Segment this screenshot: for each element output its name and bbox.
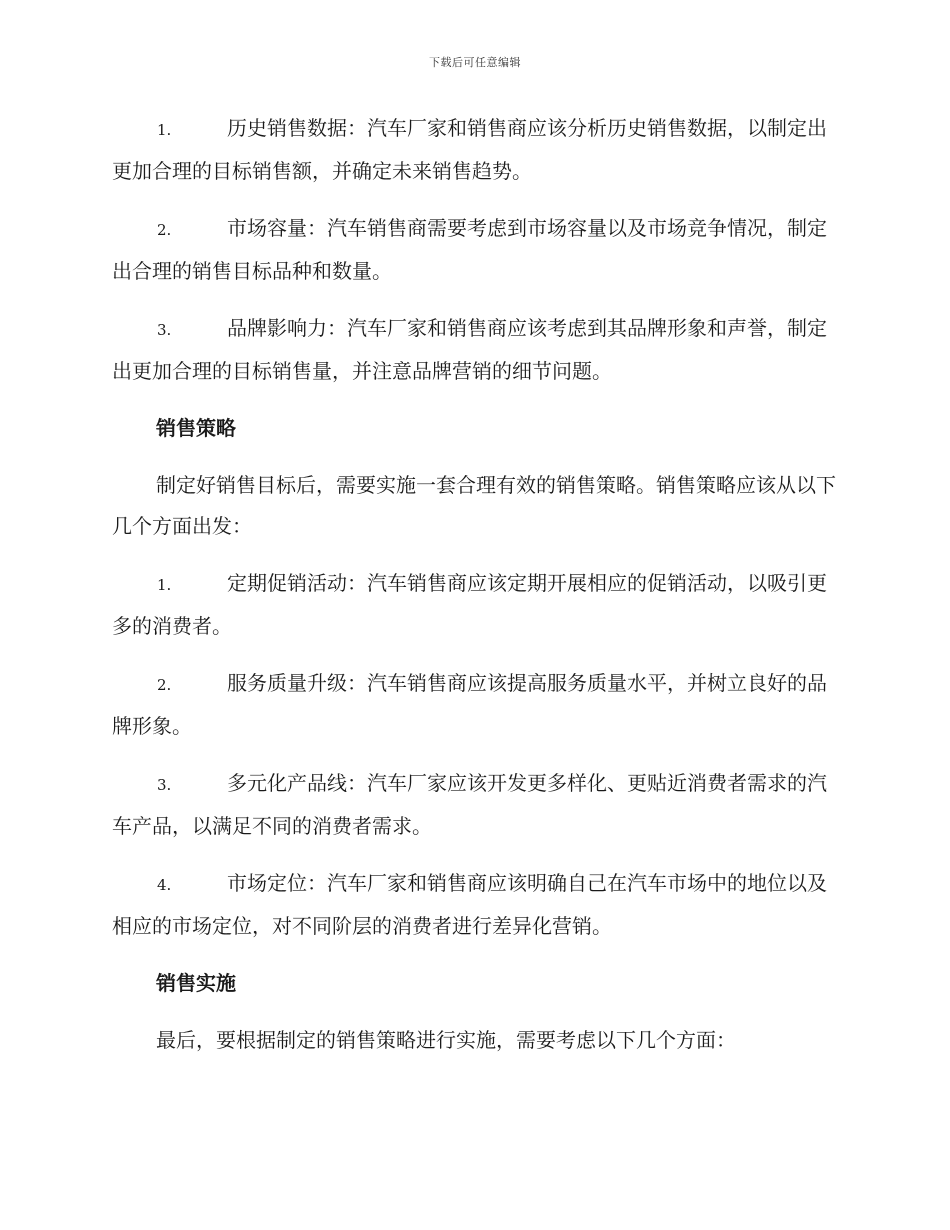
list-item-text: 服务质量升级：汽车销售商应该提高服务质量水平，并树立良好的品牌形象。 <box>112 671 827 738</box>
section-heading-strategy: 销售策略 <box>156 416 236 440</box>
document-body <box>112 108 836 1077</box>
list-item-text: 历史销售数据：汽车厂家和销售商应该分析历史销售数据，以制定出更加合理的目标销售额，并确定未来销售趋势。 <box>112 116 827 183</box>
list-item-number: 1. <box>157 121 172 139</box>
list-item <box>112 208 836 292</box>
list-item <box>112 563 836 647</box>
list-item-number: 4. <box>157 876 172 894</box>
list-item-text: 市场定位：汽车厂家和销售商应该明确自己在汽车市场中的地位以及相应的市场定位，对不同阶层的消费者进行差异化营销。 <box>112 871 827 938</box>
list-item-text: 品牌影响力：汽车厂家和销售商应该考虑到其品牌形象和声誉，制定出更加合理的目标销售量，并注意品牌营销的细节问题。 <box>112 316 827 383</box>
page-header-note: 下载后可任意编辑 <box>429 56 521 69</box>
list-item-text: 定期促销活动：汽车销售商应该定期开展相应的促销活动，以吸引更多的消费者。 <box>112 571 827 638</box>
list-item <box>112 308 836 392</box>
strategy-intro-paragraph: 制定好销售目标后，需要实施一套合理有效的销售策略。销售策略应该从以下几个方面出发： <box>112 473 836 538</box>
list-item <box>112 663 836 747</box>
list-item <box>112 108 836 192</box>
list-item-number: 2. <box>157 676 172 694</box>
list-item-number: 2. <box>157 221 172 239</box>
list-item-number: 1. <box>157 576 172 594</box>
list-item-text: 市场容量：汽车销售商需要考虑到市场容量以及市场竞争情况，制定出合理的销售目标品种和数量。 <box>112 216 827 283</box>
section-heading-implementation: 销售实施 <box>156 971 236 995</box>
implementation-intro-paragraph: 最后，要根据制定的销售策略进行实施，需要考虑以下几个方面： <box>156 1028 736 1052</box>
list-item-number: 3. <box>157 776 172 794</box>
list-item-text: 多元化产品线：汽车厂家应该开发更多样化、更贴近消费者需求的汽车产品，以满足不同的消费者需求。 <box>112 771 827 838</box>
list-item <box>112 863 836 947</box>
list-item <box>112 763 836 847</box>
list-item-number: 3. <box>157 321 172 339</box>
